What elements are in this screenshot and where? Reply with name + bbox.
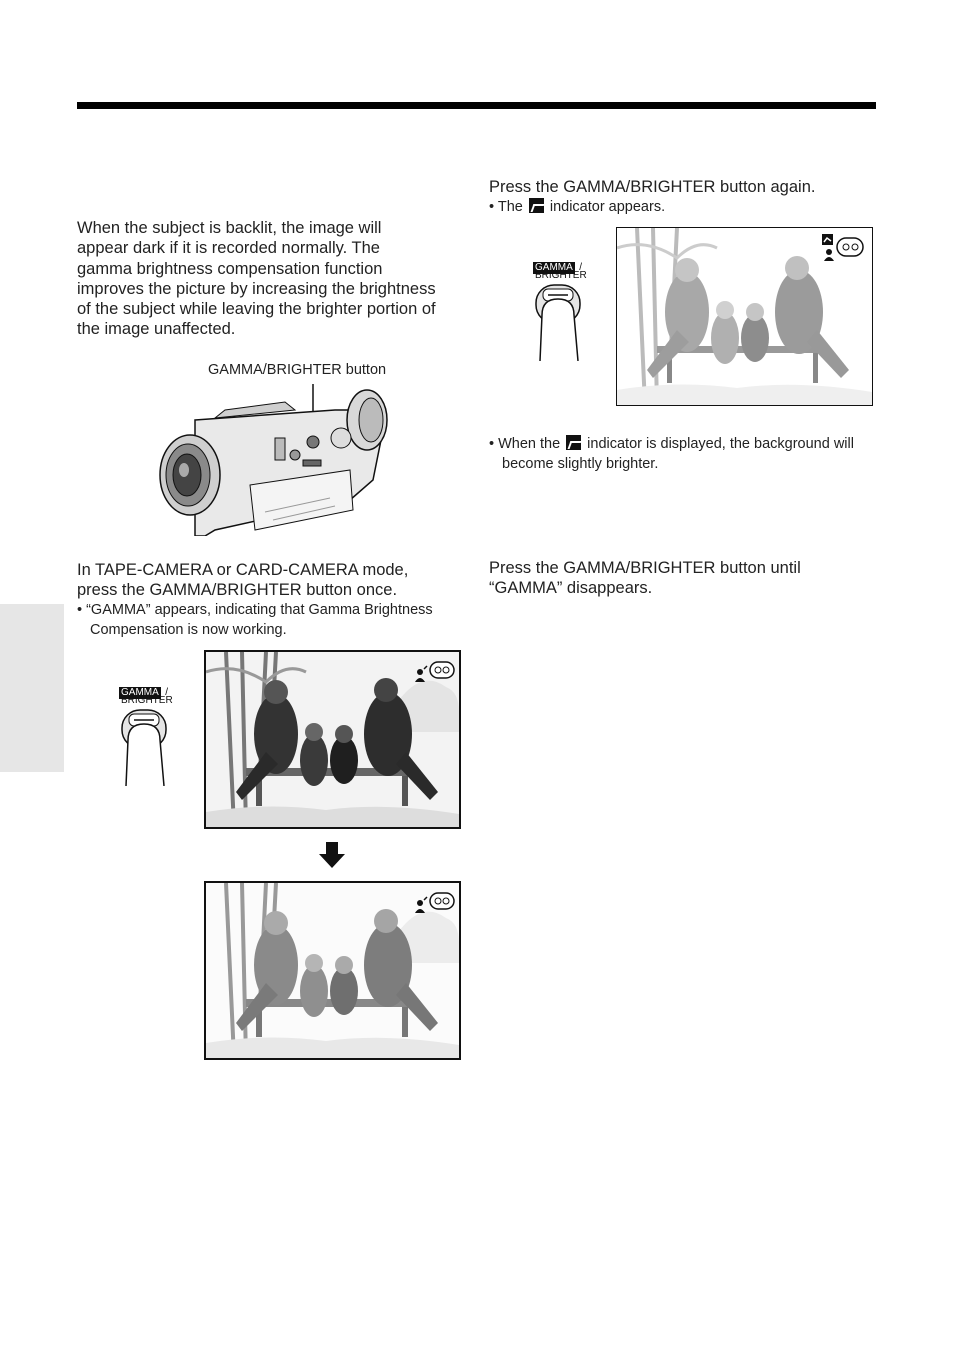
cancel-instruction: Press the GAMMA/BRIGHTER button until “GAMMA” disappears. (489, 559, 801, 598)
brighter-indicator-icon (529, 198, 544, 213)
intro-paragraph: When the subject is backlit, the image will appear dark if it is recorded normally. The gamma brightness compensation function improves the picture by increasing the brightness of the subject while leaving the brighter portion of the image unaffected. (77, 219, 436, 339)
scene-brighter-mode (616, 227, 873, 406)
brighter-note: • When the indicator is displayed, the background will become slightly brighter. (489, 436, 854, 472)
family-bench-image (206, 652, 459, 827)
down-arrow-icon (319, 842, 345, 868)
family-bench-image-brightest (617, 228, 872, 405)
scene-after-gamma (204, 881, 461, 1060)
finger-press-icon (112, 682, 182, 786)
family-bench-image-brighter (206, 883, 459, 1058)
tape-cassette-icon (430, 662, 454, 678)
step2-bullet: • The indicator appears. (489, 199, 666, 215)
gamma-button-illustration: GAMMA / BRIGHTER (112, 682, 182, 786)
finger-press-icon (526, 257, 596, 361)
brighter-indicator-icon (566, 435, 581, 450)
scene-before-gamma (204, 650, 461, 829)
camera-callout-label: GAMMA/BRIGHTER button (208, 362, 387, 378)
camcorder-illustration (155, 380, 395, 536)
step1-instruction: In TAPE-CAMERA or CARD-CAMERA mode, press the GAMMA/BRIGHTER button once. (77, 561, 409, 600)
section-side-tab (0, 604, 64, 772)
brighter-label: BRIGHTER (121, 695, 173, 706)
gamma-button-illustration-2: GAMMA / BRIGHTER (526, 257, 596, 361)
gamma-label: GAMMA (121, 687, 159, 698)
header-rule (77, 102, 876, 109)
brighter-indicator-overlay-icon (822, 234, 833, 245)
camcorder-icon (155, 380, 395, 536)
step2-instruction: Press the GAMMA/BRIGHTER button again. (489, 178, 816, 196)
step1-bullet: • “GAMMA” appears, indicating that Gamma Brightness Compensation is now working. (77, 602, 433, 638)
